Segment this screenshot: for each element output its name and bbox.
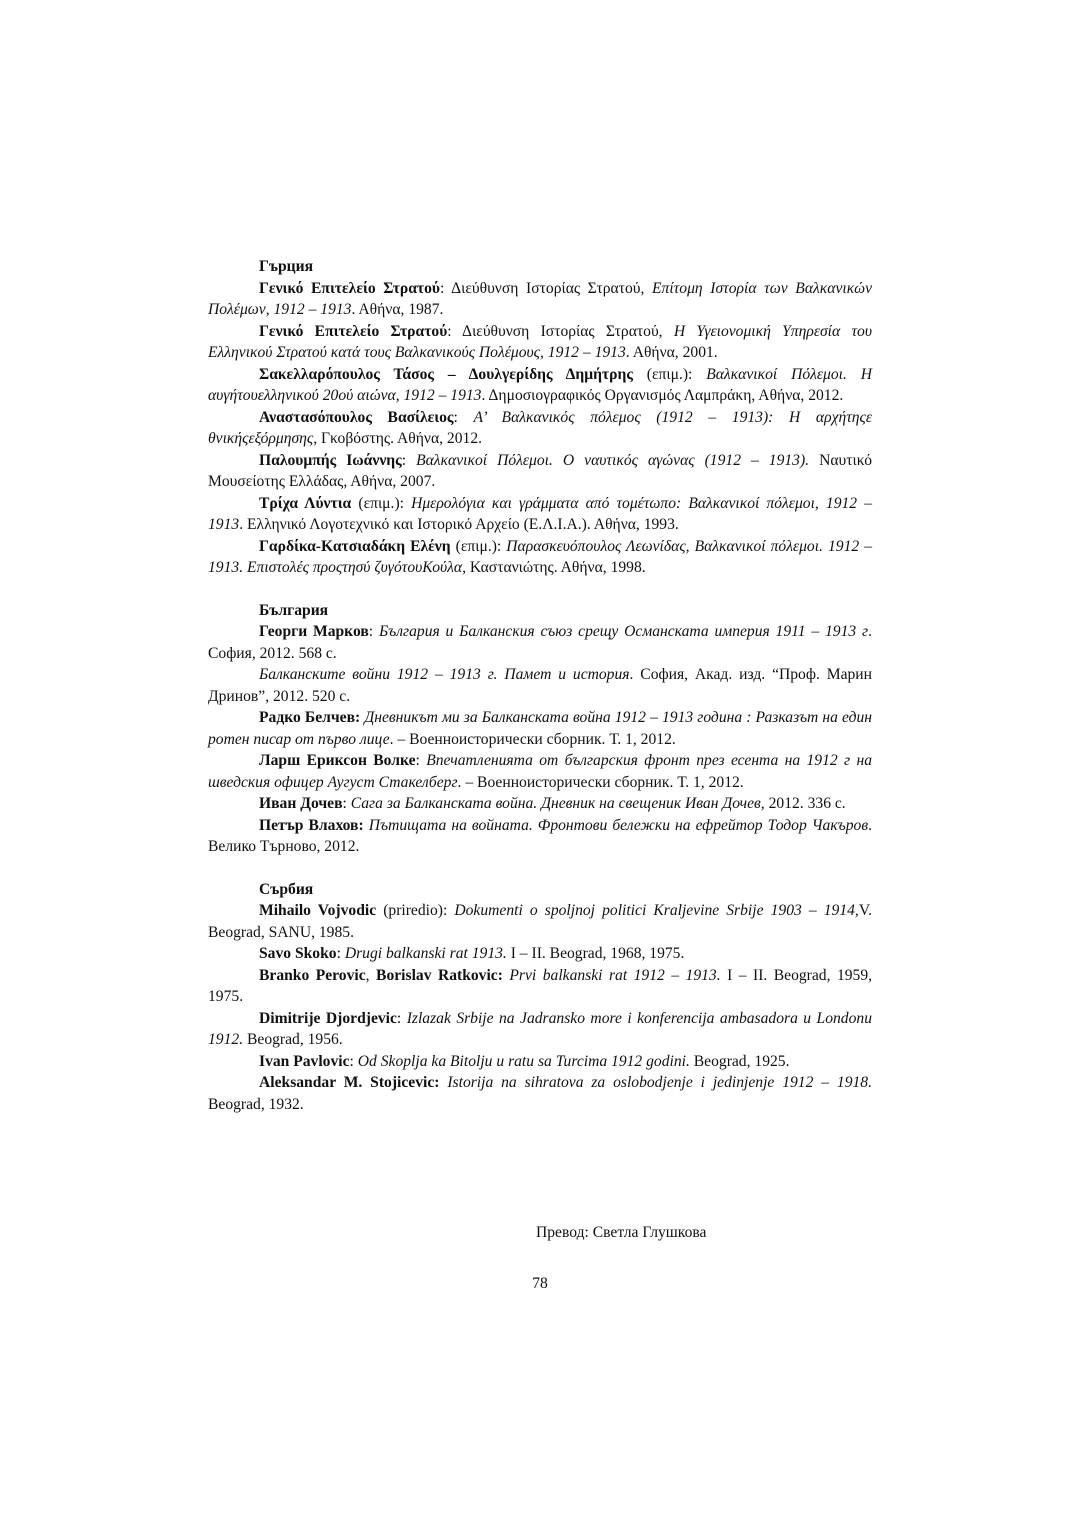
entry-text: (επιμ.): — [632, 365, 707, 383]
entry-text: 2012. 336 с. — [764, 795, 846, 812]
bibliography-entry — [208, 965, 872, 1008]
entry-text: : — [368, 623, 379, 640]
section-heading: Гърция — [259, 258, 314, 275]
entry-author: Георги Марков — [259, 623, 369, 640]
entry-text: . София, 2012. 568 с. — [208, 623, 872, 662]
translator-credit: Превод: Светла Глушкова — [536, 1224, 707, 1241]
entry-text: : Διεύθυνση Ιστορίας Στρατού, — [447, 322, 674, 340]
entry-title: Drugi balkanski rat 1913. — [344, 945, 507, 962]
entry-author: Σακελλαρόπουλος Τάσος – Δουλγερίδης Δημήτρης — [259, 365, 633, 383]
entry-author: Dimitrije Djordjevic — [259, 1009, 397, 1027]
bibliography-entry — [208, 664, 872, 707]
entry-author: Γενικό Επιτελείο Στρατού — [259, 279, 441, 297]
bibliography-entry — [208, 1072, 872, 1115]
entry-title: Βαλκανικοί Πόλεμοι. Η αυγήτουελληνικού 20ού αιώνα, 1912 – 1913 — [208, 365, 873, 404]
entry-title: Izlazak Srbije na Jadransko more i konferencija ambasadora u Londonu 1912. — [208, 1009, 872, 1048]
entry-text: . Ελληνικό Λογοτεχνικό και Ιστορικό Αρχείο (Ε.Λ.Ι.Α.). Αθήνα, 1993. — [239, 516, 679, 533]
entry-text: . Αθήνα, 1987. — [351, 301, 444, 318]
bibliography-entry — [208, 278, 872, 321]
entry-text: , Γκοβόστης. Αθήνα, 2012. — [313, 430, 483, 447]
entry-text: (επιμ.): — [351, 494, 412, 512]
entry-author: Радко Белчев: — [259, 709, 361, 726]
entry-text: . София, Акад. изд. “Проф. Марин Дринов”, 2012. 520 с. — [208, 666, 872, 705]
entry-text: : — [349, 1052, 358, 1070]
section-heading: България — [259, 601, 329, 619]
bibliography-entry — [208, 364, 872, 407]
entry-author: Mihailo Vojvodic — [259, 902, 377, 919]
bibliography-entry — [208, 450, 872, 493]
entry-author: Αναστασόπουλος Βασίλειος — [259, 408, 454, 426]
entry-text: V. Beograd, SANU, 1985. — [208, 902, 872, 941]
entry-text: Beograd, 1932. — [208, 1095, 304, 1113]
entry-author: Γενικό Επιτελείο Στρατού — [259, 322, 448, 340]
entry-author: Borislav Ratkovic: — [376, 966, 503, 984]
bibliography-entry — [208, 750, 872, 793]
bibliography-section — [208, 256, 872, 579]
bibliography-entry — [208, 536, 872, 579]
entry-text: . Αθήνα, 2001. — [625, 344, 718, 361]
section-heading: Сърбия — [259, 880, 314, 898]
entry-title: Od Skoplja ka Bitolju u ratu sa Turcima 1912 godini. — [357, 1052, 690, 1070]
bibliography-entry — [208, 793, 872, 815]
bibliography-entry — [208, 815, 872, 858]
entry-title: Пътищата на войната. Фронтови бележки на ефрейтор Тодор Чакъров — [368, 816, 869, 834]
entry-title: Επίτομη Ιστορία των Βαλκανικών Πολέμων, 1912 – 1913 — [208, 279, 872, 318]
entry-text: : — [453, 408, 474, 426]
entry-author: Ларш Ериксон Волке — [259, 752, 416, 769]
bibliography-entry — [208, 1051, 872, 1073]
bibliography-entry — [208, 321, 872, 364]
bibliography-entry — [208, 621, 872, 664]
entry-text: , — [365, 966, 377, 984]
entry-text: : Διεύθυνση Ιστορίας Στρατού, — [440, 279, 653, 297]
entry-text: : — [336, 945, 345, 962]
entry-title: Prvi balkanski rat 1912 – 1913. — [509, 966, 721, 984]
entry-author: Παλουμπής Ιωάννης — [259, 451, 402, 469]
entry-author: Γαρδίκα-Κατσιαδάκη Ελένη — [259, 537, 451, 555]
entry-text: Καστανιώτης. Αθήνα, 1998. — [466, 559, 646, 576]
bibliography-entry — [208, 943, 872, 965]
bibliography-entry — [208, 707, 872, 750]
entry-title: Παρασκευόπουλος Λεωνίδας, Βαλκανικοί πόλεμοι. 1912 – 1913. Επιστολές προςτησύ ζυγότουΚούλα, — [208, 537, 872, 576]
entry-text: (priredio): — [376, 902, 455, 919]
entry-title: Istorija na sihratova za oslobodjenje i jedinjenje 1912 – 1918. — [447, 1074, 873, 1091]
entry-author: Иван Дочев — [259, 795, 343, 812]
entry-text: : — [342, 795, 351, 812]
bibliography-entry — [208, 493, 872, 536]
bibliography-content — [208, 256, 872, 1136]
entry-text: Beograd, 1925. — [689, 1052, 790, 1070]
entry-text: (επιμ.): — [450, 537, 507, 555]
page-number: 78 — [532, 1275, 548, 1292]
entry-text: . – Военноисторически сборник. Т. 1, 2012. — [457, 773, 744, 791]
entry-title: Dokumenti o spoljnoj politici Kraljevine Srbije 1903 – 1914, — [454, 902, 859, 919]
entry-author: Ivan Pavlovic — [259, 1052, 350, 1070]
entry-title: Дневникът ми за Балканската война 1912 – 1913 година : Разказът на един ротен писар от първо лице — [208, 709, 872, 748]
entry-title: България и Балканския съюз срещу Османската империя 1911 – 1913 г — [378, 623, 869, 640]
entry-author: Aleksandar M. Stojicevic: — [259, 1074, 440, 1091]
bibliography-section — [208, 879, 872, 1116]
entry-text: . – Военноисторически сборник. Т. 1, 2012. — [389, 730, 676, 748]
entry-text: Beograd, 1956. — [243, 1031, 343, 1048]
entry-text: I – II. Beograd, 1959, 1975. — [208, 966, 873, 1005]
entry-text: : — [401, 451, 417, 469]
entry-text: . Δημοσιογραφικός Οργανισμός Λαμπράκη, Αθήνα, 2012. — [481, 387, 844, 404]
entry-author: Τρίχα Λύντια — [259, 494, 352, 512]
entry-author: Петър Влахов: — [259, 816, 364, 834]
entry-title: Α’ Βαλκανικός πόλεμος (1912 – 1913): Η αρχήτηςε θνικήςεξόρμησης — [208, 408, 872, 447]
entry-title: Балканските войни 1912 – 1913 г. Памет и история — [259, 666, 630, 683]
bibliography-entry — [208, 900, 872, 943]
entry-title: Впечатленията от българския фронт през есента на 1912 г на шведския офицер Аугуст Стакелберг — [208, 752, 872, 791]
entry-title: Сага за Балканската война. Дневник на свещеник Иван Дочев, — [350, 795, 765, 812]
entry-text: : — [396, 1009, 407, 1027]
bibliography-entry — [208, 1008, 872, 1051]
bibliography-section — [208, 600, 872, 858]
entry-author: Branko Perovic — [259, 966, 366, 984]
entry-title: Η Υγειονομική Υπηρεσία του Ελληνικού Στρατού κατά τους Βαλκανικούς Πολέμους, 1912 – 1913 — [208, 322, 872, 361]
entry-text: : — [415, 752, 427, 769]
entry-text: I – II. Beograd, 1968, 1975. — [506, 945, 685, 962]
entry-title: Ημερολόγια και γράμματα από τομέτωπο: Βαλκανικοί πόλεμοι, 1912 – 1913 — [208, 494, 873, 533]
entry-title: Βαλκανικοί Πόλεμοι. Ο ναυτικός αγώνας (1912 – 1913). — [416, 451, 810, 469]
entry-text: . Велико Търново, 2012. — [208, 816, 873, 855]
bibliography-entry — [208, 407, 872, 450]
entry-author: Savo Skoko — [259, 945, 337, 962]
entry-text: Ναυτικό Μουσείοτης Ελλάδας, Αθήνα, 2007. — [208, 451, 873, 490]
